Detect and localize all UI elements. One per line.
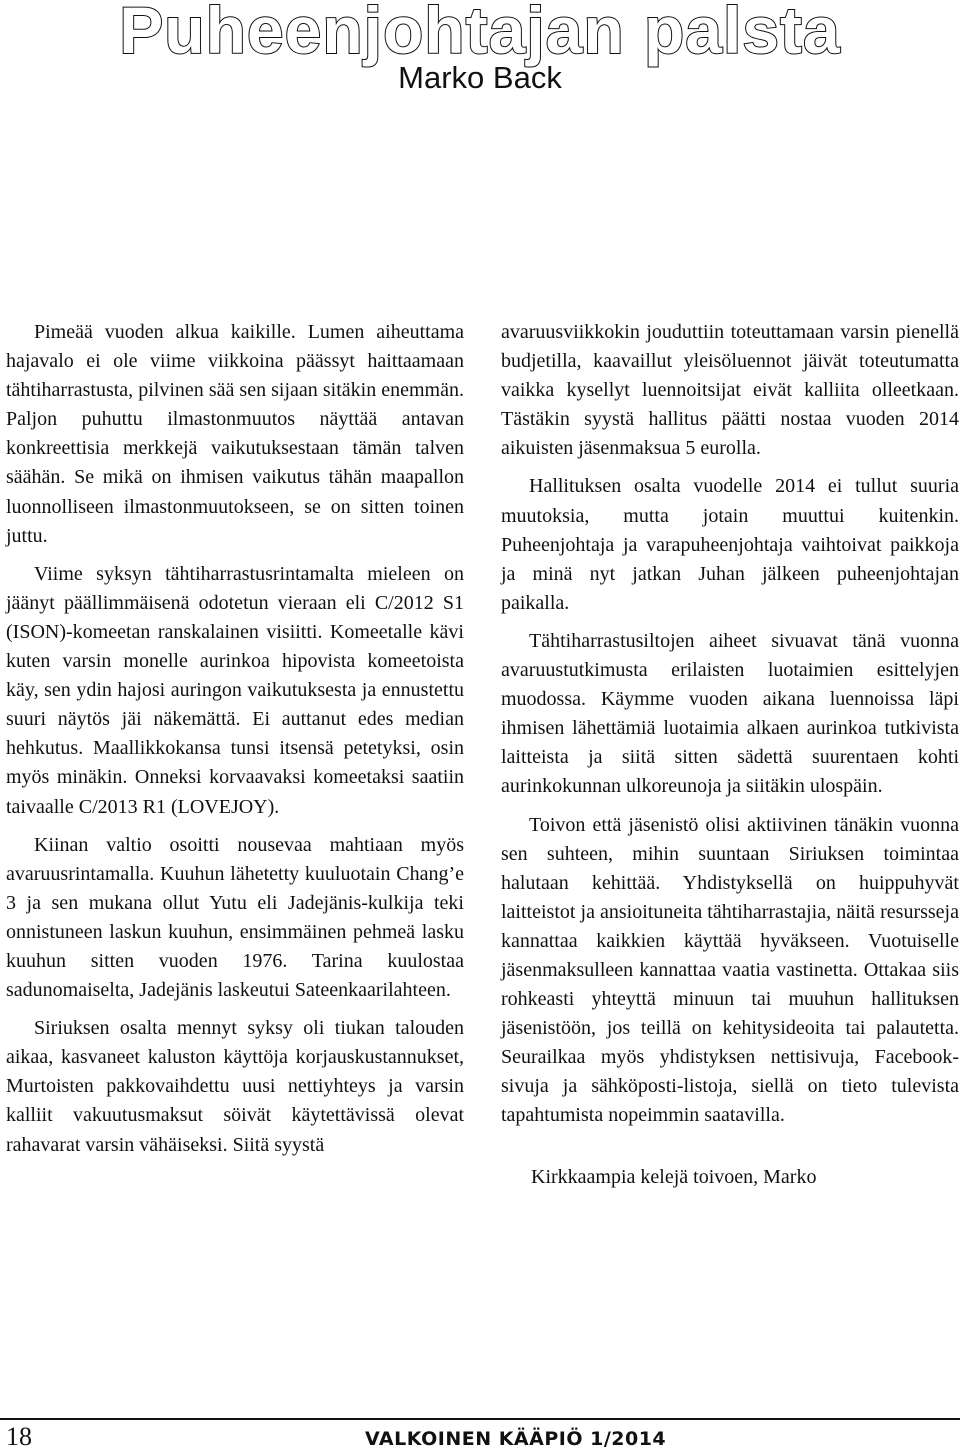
paragraph: avaruusviikkokin jouduttiin toteuttamaan varsin pienellä budjetilla, kaavaillut yleisöluennot jäivät toteutumatta vaikka kysellyt luennoitsijat eivät kalliita olleetkaan. Tästäkin syystä hallitus päätti nostaa vuoden 2014 aikuisten jäsenmaksua 5 eurolla.	[501, 321, 959, 460]
closing-signature: Kirkkaampia kelejä toivoen, Marko	[531, 1165, 817, 1188]
page-title: Puheenjohtajan palsta	[119, 0, 841, 67]
paragraph: Hallituksen osalta vuodelle 2014 ei tullut suuria muutoksia, mutta jotain muuttui kuitenkin. Puheenjohtaja ja varapuheenjohtaja vaihtoivat paikkoja ja minä nyt jatkan Juhan jälkeen puheenjohtajan paikalla.	[501, 475, 959, 614]
footer-divider	[0, 1418, 960, 1420]
left-column	[6, 318, 464, 1169]
paragraph: Tähtiharrastusiltojen aiheet sivuavat tänä vuonna avaruustutkimusta erilaisten luotaimien esittelyjen muodossa. Käymme vuoden aikana luennoissa läpi ihmisen lähettämiä luotaimia alkaen aurinkoa tutkivista laitteista ja siitä sitten sädettä suurentaen kohti aurinkokunnan ulkoreunoja ja siitäkin ulospäin.	[501, 629, 959, 798]
paragraph: Viime syksyn tähtiharrastusrintamalta mieleen on jäänyt päällimmäisenä odotetun vieraan eli C/2012 S1 (ISON)-komeetan ranskalainen visiitti. Komeetalle kävi kuten varsin monelle aurinkoa hipovista komeetoista käy, sen ydin hajosi auringon vaikutuksesta ja ennustettu suuri näytös jäi näkemättä. Ei auttanut edes median hehkutus. Maallikkokansa tunsi itsensä petetyksi, osin myös minäkin. Onneksi korvaavaksi komeetaksi saatiin taivaalle C/2013 R1 (LOVEJOY).	[6, 562, 464, 818]
author-name: Marko Back	[398, 60, 562, 95]
magazine-issue: VALKOINEN KÄÄPIÖ 1/2014	[365, 1428, 667, 1450]
paragraph: Pimeää vuoden alkua kaikille. Lumen aiheuttama hajavalo ei ole viime viikkoina päässyt haittaamaan tähtiharrastusta, pilvinen sää sen sijaan sitäkin enemmän. Paljon puhuttu ilmastonmuutos näyttää antavan konkreettisia merkkejä vaikutuksestaan tämän talven säähän. Se mikä on ihmisen vaikutus tähän maapallon luonnolliseen ilmastonmuutokseen, se on sitten toinen juttu.	[6, 321, 464, 547]
page-number: 18	[6, 1422, 32, 1451]
right-column	[501, 318, 959, 1201]
paragraph: Kiinan valtio osoitti nousevaa mahtiaan myös avaruusrintamalla. Kuuhun lähetetty kuuluotain Chang’e 3 ja sen mukana ollut Yutu eli Jadejänis-kulkija teki onnistuneen laskun kuuhun, ensimmäinen pehmeä lasku kuuhun sitten vuoden 1976. Tarina kuulostaa sadunomaiselta, Jadejänis laskeutui Sateenkaarilahteen.	[6, 833, 464, 1002]
paragraph: Siriuksen osalta mennyt syksy oli tiukan talouden aikaa, kasvaneet kaluston käyttöja korjauskustannukset, Murtoisten pakkovaihdettu uusi nettiyhteys ja varsin kalliit vakuutusmaksut söivät käytettävissä olevat rahavarat varsin vähäiseksi. Siitä syystä	[6, 1017, 464, 1156]
paragraph: Toivon että jäsenistö olisi aktiivinen tänäkin vuonna sen suhteen, mihin suuntaan Siriuksen toimintaa halutaan kehittää. Yhdistyksellä on huippuhyvät laitteistot ja ansioituneita tähtiharrastajia, näitä resursseja kannattaa kaikkien käyttää hyväkseen. Vuotuiselle jäsenmaksulleen kannattaa vaatia vastinetta. Ottakaa siis rohkeasti yhteyttä minuun tai muuhun hallituksen jäsenistöön, jos teillä on kehitysideoita tai palautetta. Seurailkaa myös yhdistyksen nettisivuja, Facebook-sivuja ja sähköposti-listoja, siellä on tieto tulevista tapahtumista nopeimmin saatavilla.	[501, 813, 959, 1127]
